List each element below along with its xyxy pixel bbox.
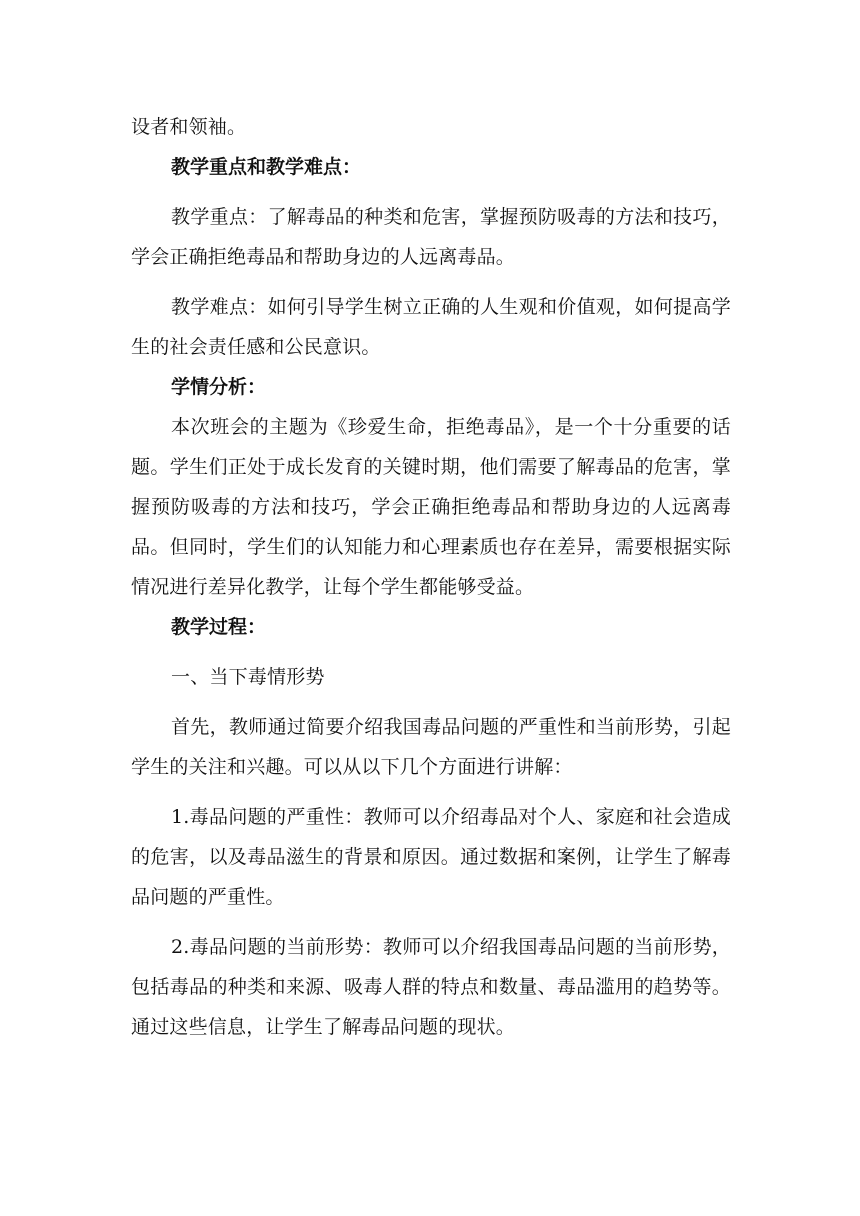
- heading-process: 教学过程：: [171, 616, 267, 638]
- list-item-2: 2.毒品问题的当前形势：教师可以介绍我国毒品问题的当前形势，包括毒品的种类和来源、吸毒人群的特点和数量、毒品滥用的趋势等。通过这些信息，让学生了解毒品问题的现状。: [131, 936, 731, 1038]
- heading-focus: 教学重点和教学难点：: [171, 156, 362, 178]
- paragraph-difficulty: 教学难点：如何引导学生树立正确的人生观和价值观，如何提高学生的社会责任感和公民意识。: [131, 296, 731, 358]
- paragraph-process-intro: 首先，教师通过简要介绍我国毒品问题的严重性和当前形势，引起学生的关注和兴趣。可以从以下几个方面进行讲解：: [131, 716, 731, 778]
- heading-analysis: 学情分析：: [171, 376, 267, 398]
- document-body: [131, 107, 731, 1047]
- paragraph-analysis: 本次班会的主题为《珍爱生命，拒绝毒品》，是一个十分重要的话题。学生们正处于成长发育的关键时期，他们需要了解毒品的危害，掌握预防吸毒的方法和技巧，学会正确拒绝毒品和帮助身边的人远离毒品。但同时，学生们的认知能力和心理素质也存在差异，需要根据实际情况进行差异化教学，让每个学生都能够受益。: [131, 416, 731, 598]
- list-item-1: 1.毒品问题的严重性：教师可以介绍毒品对个人、家庭和社会造成的危害，以及毒品滋生的背景和原因。通过数据和案例，让学生了解毒品问题的严重性。: [131, 806, 731, 908]
- paragraph-focus: 教学重点：了解毒品的种类和危害，掌握预防吸毒的方法和技巧，学会正确拒绝毒品和帮助身边的人远离毒品。: [131, 206, 731, 268]
- section-heading-1: 一、当下毒情形势: [171, 666, 325, 688]
- intro-paragraph: 设者和领袖。: [131, 116, 247, 138]
